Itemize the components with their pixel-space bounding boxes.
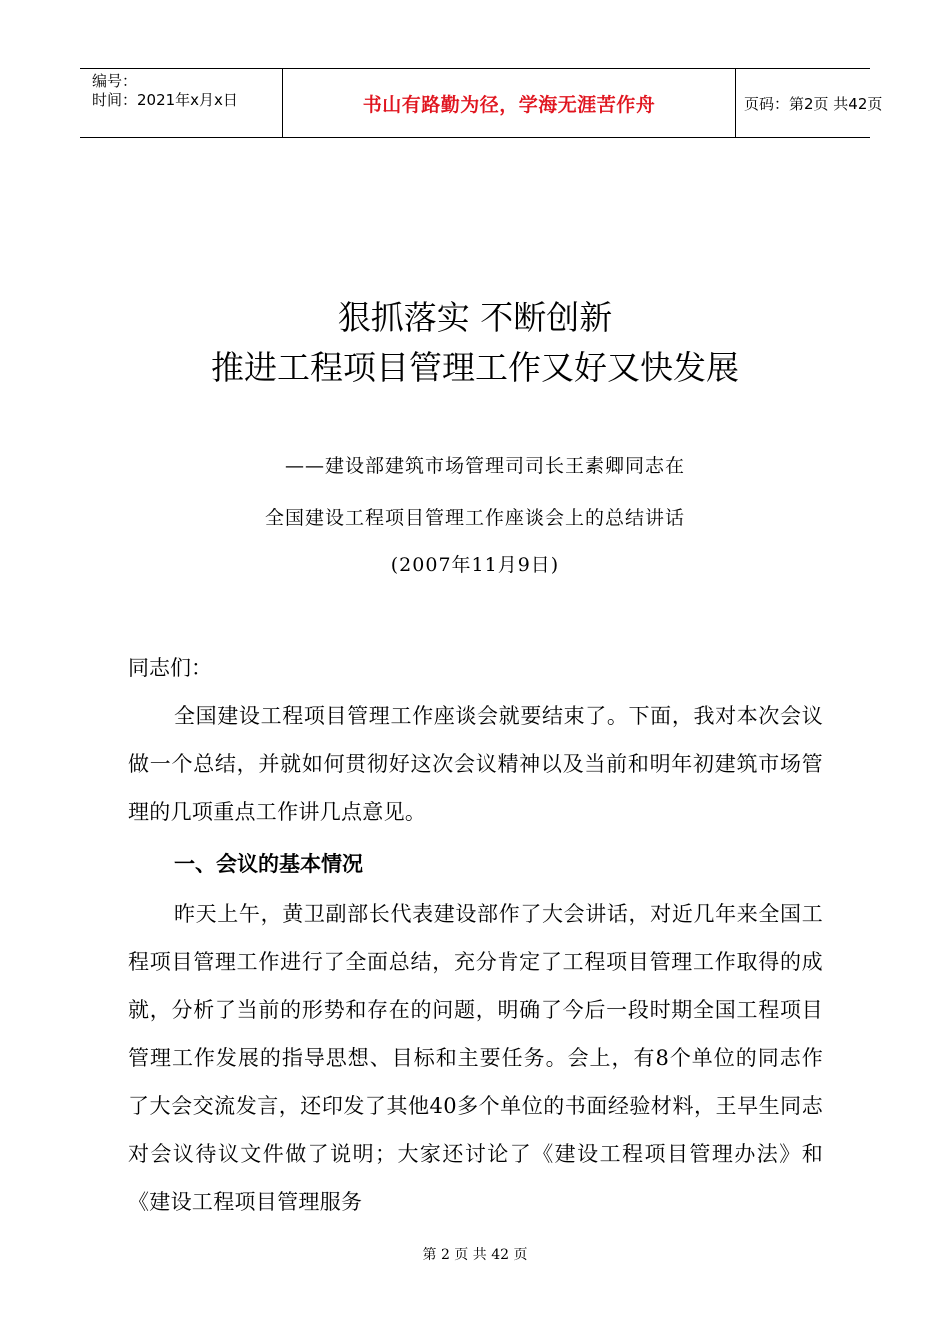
document-header xyxy=(80,68,883,138)
document-title-line-1: 狠抓落实 不断创新 xyxy=(337,298,613,337)
header-meta xyxy=(80,69,282,137)
serial-number-label: 编号： xyxy=(92,72,138,90)
header-page-info: 页码：第2页 共42页 xyxy=(744,94,883,113)
document-title-line-2: 推进工程项目管理工作又好又快发展 xyxy=(211,348,739,387)
greeting: 同志们： xyxy=(128,656,212,680)
section-heading: 一、会议的基本情况 xyxy=(174,852,363,876)
subtitle-line-1: ——建设部建筑市场管理司司长王素卿同志在 xyxy=(284,455,685,477)
date-label: 时间：2021年x月x日 xyxy=(92,91,238,109)
paragraph-intro: 全国建设工程项目管理工作座谈会就要结束了。下面，我对本次会议做一个总结，并就如何贯彻好这次会议精神以及当前和明年初建筑市场管理的几项重点工作讲几点意见。 xyxy=(128,704,823,824)
page-footer: 第 2 页 共 42 页 xyxy=(422,1247,528,1263)
paragraph-meeting-overview: 昨天上午，黄卫副部长代表建设部作了大会讲话，对近几年来全国工程项目管理工作进行了全面总结，充分肯定了工程项目管理工作取得的成就，分析了当前的形势和存在的问题，明确了今后一段时期全国工程项目管理工作发展的指导思想、目标和主要任务。会上，有8个单位的同志作了大会交流发言，还印发了其他40多个单位的书面经验材料，王早生同志对会议待议文件做了说明；大家还讨论了《建设工程项目管理办法》和《建设工程项目管理服务 xyxy=(128,902,823,1214)
subtitle-date: (2007年11月9日) xyxy=(390,554,560,576)
header-motto: 书山有路勤为径，学海无涯苦作舟 xyxy=(282,69,736,137)
subtitle-line-2: 全国建设工程项目管理工作座谈会上的总结讲话 xyxy=(264,507,685,529)
